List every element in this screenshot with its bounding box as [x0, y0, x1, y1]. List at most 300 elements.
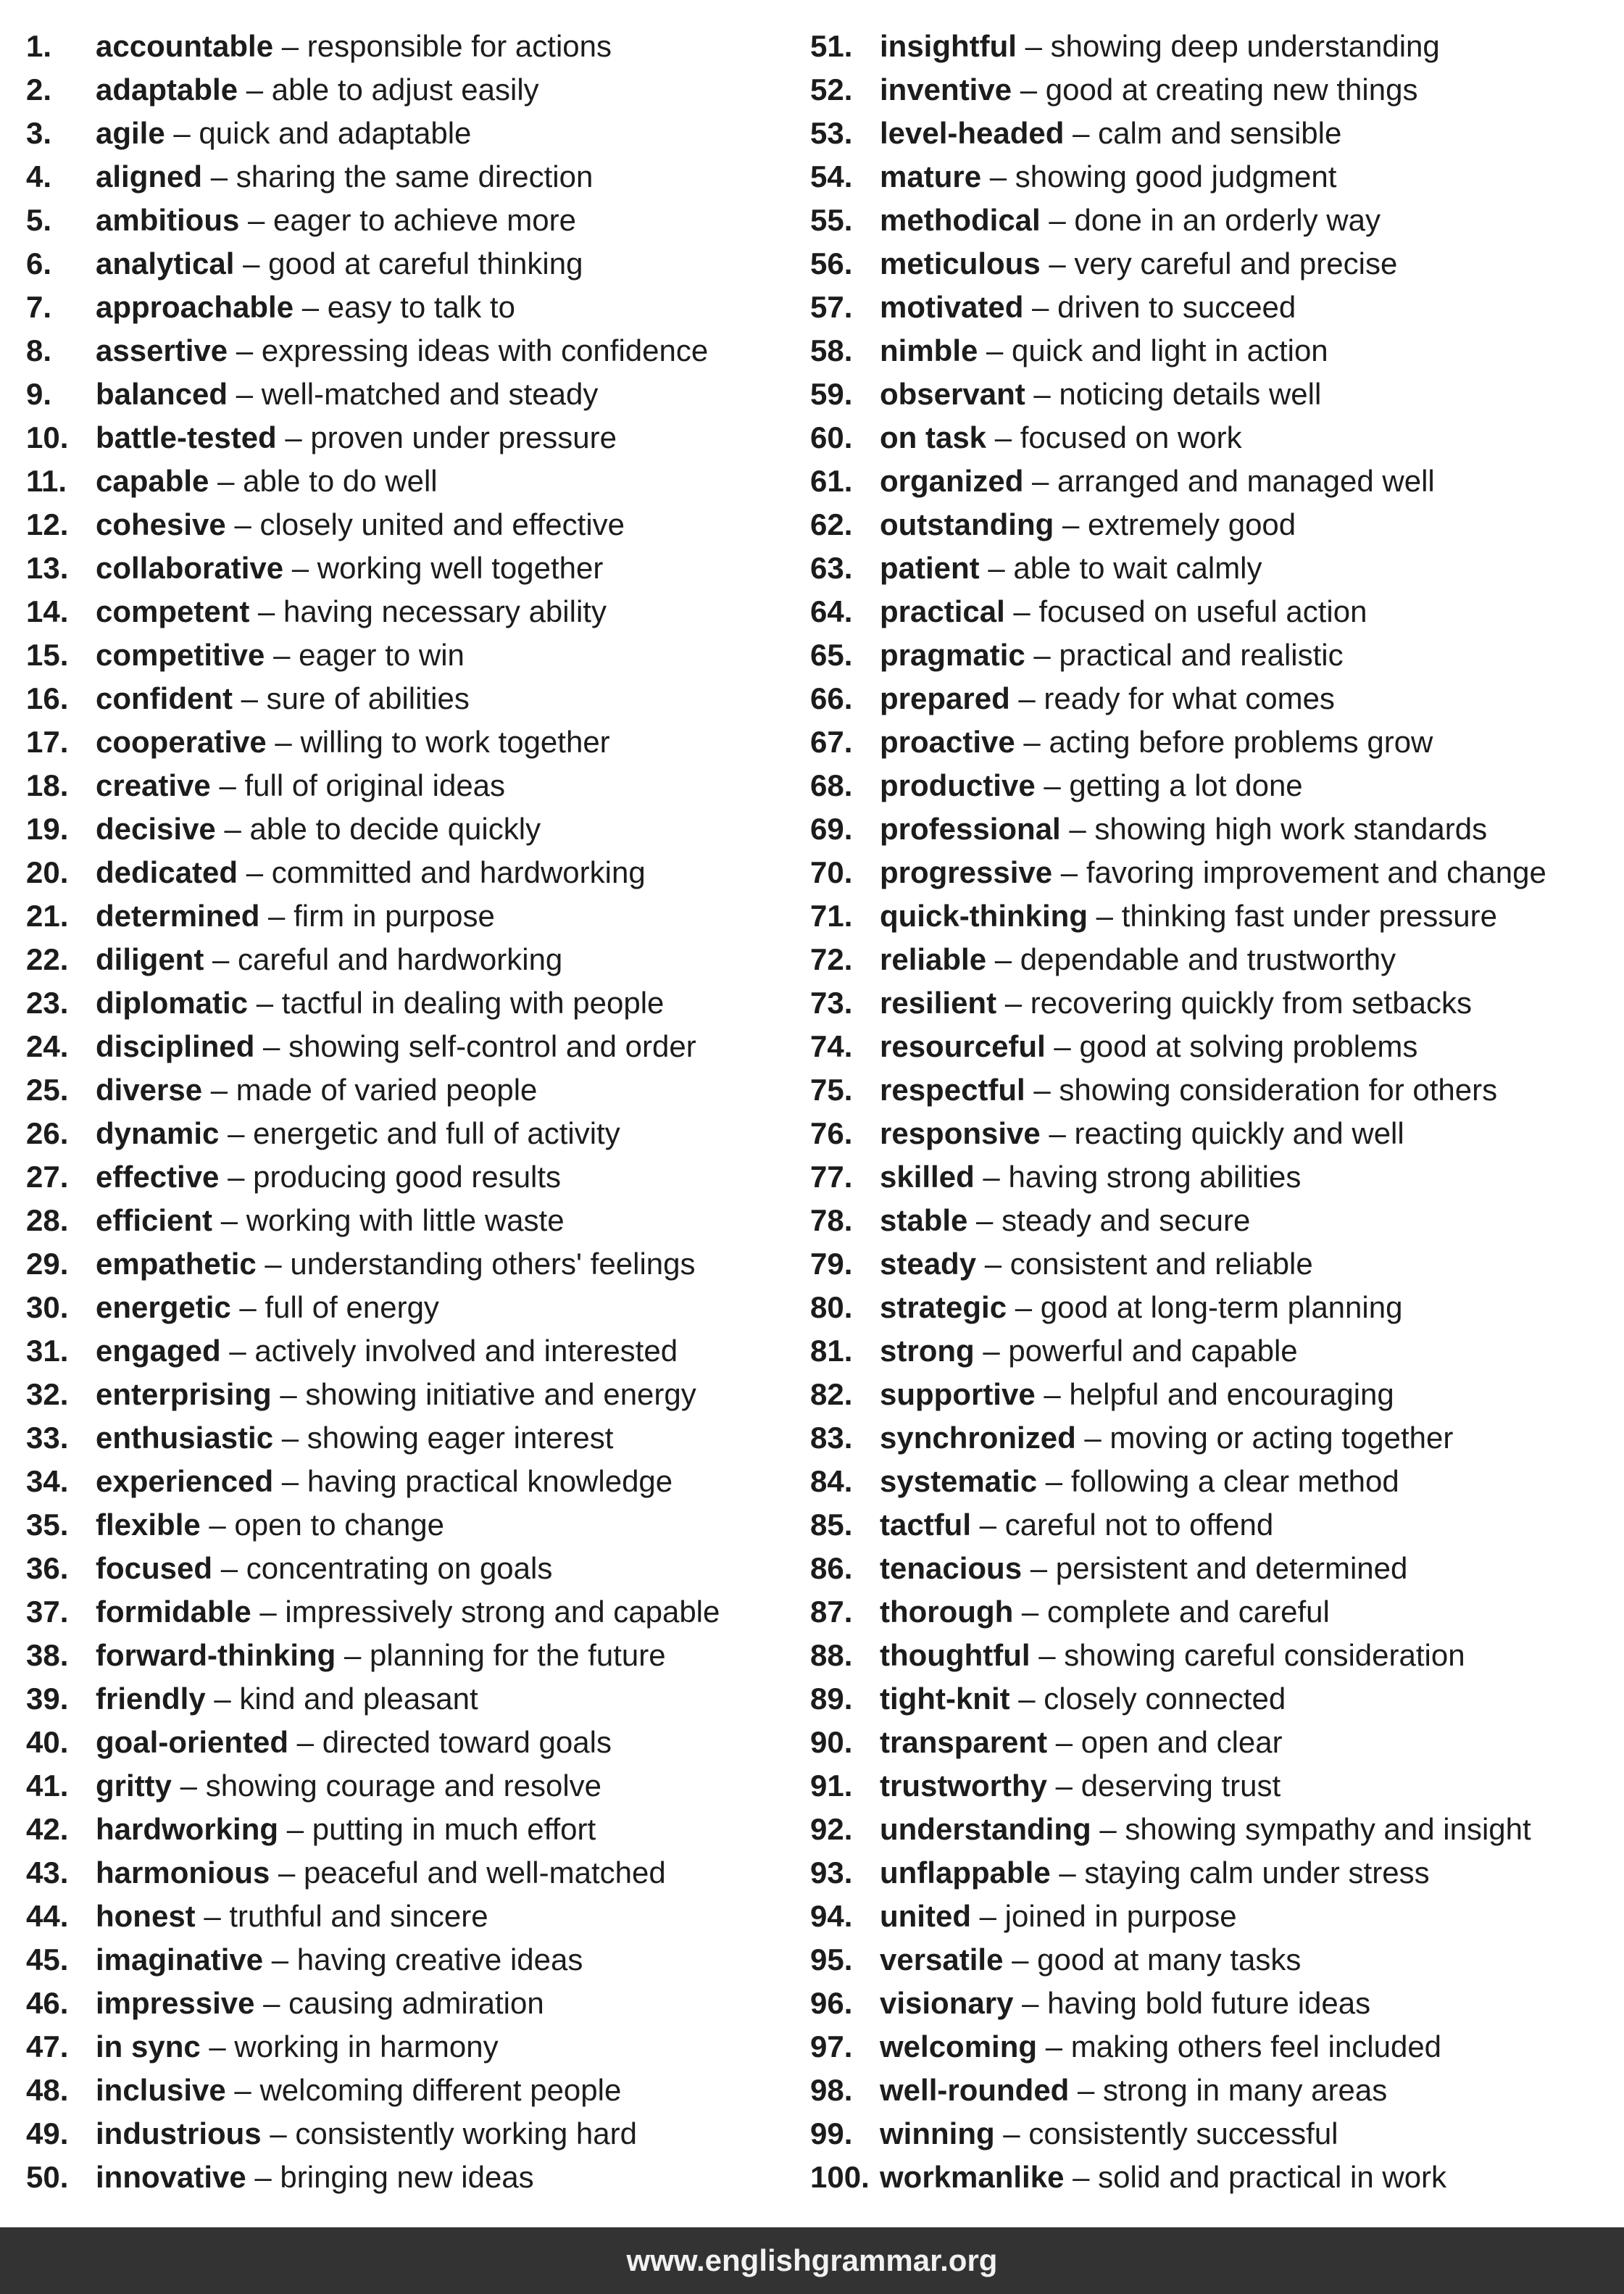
item-word: motivated [880, 290, 1024, 324]
item-word: proactive [880, 725, 1015, 759]
item-word: determined [96, 899, 260, 933]
item-number: 89. [810, 1682, 853, 1716]
list-item [810, 1721, 1615, 1764]
item-definition: – eager to achieve more [239, 203, 576, 237]
list-item [810, 1155, 1615, 1199]
item-word: trustworthy [880, 1769, 1047, 1803]
list-item [26, 1199, 787, 1242]
item-definition: – ready for what comes [1009, 681, 1335, 715]
item-definition: – thinking fast under pressure [1088, 899, 1497, 933]
item-definition: – having bold future ideas [1013, 1986, 1371, 2020]
item-word: respectful [880, 1073, 1025, 1107]
list-item [810, 416, 1615, 460]
item-text [880, 2025, 1441, 2069]
item-definition: – sure of abilities [232, 681, 470, 715]
item-text [96, 851, 646, 894]
list-item [26, 1503, 787, 1547]
item-text [96, 373, 598, 416]
item-word: goal-oriented [96, 1725, 289, 1759]
item-text [880, 1068, 1497, 1112]
item-text [96, 1242, 696, 1286]
item-word: decisive [96, 812, 216, 846]
item-definition: – good at many tasks [1003, 1942, 1302, 1977]
item-word: harmonious [96, 1855, 270, 1890]
item-number: 18. [26, 768, 69, 802]
item-definition: – open and clear [1047, 1725, 1283, 1759]
item-number: 40. [26, 1725, 69, 1759]
item-word: observant [880, 377, 1025, 411]
item-number: 74. [810, 1029, 853, 1063]
list-item [26, 1155, 787, 1199]
item-definition: – full of energy [230, 1290, 439, 1324]
item-number: 72. [810, 942, 853, 976]
item-number: 55. [810, 203, 853, 237]
item-definition: – recovering quickly from setbacks [996, 986, 1472, 1020]
item-definition: – directed toward goals [288, 1725, 612, 1759]
item-word: dynamic [96, 1116, 220, 1150]
item-number: 87. [810, 1595, 853, 1629]
item-text [96, 25, 612, 68]
item-number: 66. [810, 681, 853, 715]
item-word: diligent [96, 942, 204, 976]
item-word: tight-knit [880, 1682, 1010, 1716]
list-item [810, 2025, 1615, 2069]
item-word: diverse [96, 1073, 203, 1107]
item-word: agile [96, 116, 165, 150]
list-item [26, 938, 787, 981]
item-text [880, 1851, 1430, 1895]
item-text [96, 112, 471, 155]
item-number: 6. [26, 246, 52, 280]
item-word: competitive [96, 638, 265, 672]
item-word: approachable [96, 290, 294, 324]
item-word: friendly [96, 1682, 206, 1716]
list-item [26, 460, 787, 503]
item-definition: – easy to talk to [293, 290, 515, 324]
item-word: balanced [96, 377, 228, 411]
list-item [26, 199, 787, 242]
item-text [96, 1634, 666, 1677]
item-number: 25. [26, 1073, 69, 1107]
item-word: organized [880, 464, 1024, 498]
item-word: gritty [96, 1769, 172, 1803]
item-word: visionary [880, 1986, 1014, 2020]
item-word: on task [880, 420, 987, 454]
item-definition: – good at careful thinking [234, 246, 583, 280]
item-text [96, 633, 465, 677]
item-text [96, 894, 495, 938]
item-definition: – consistent and reliable [976, 1247, 1313, 1281]
list-item [810, 590, 1615, 633]
list-item [26, 1547, 787, 1590]
item-text [880, 1460, 1399, 1503]
item-number: 58. [810, 333, 853, 367]
item-text [880, 373, 1321, 416]
item-text [880, 1025, 1417, 1068]
item-definition: – producing good results [219, 1160, 562, 1194]
item-text [96, 1547, 552, 1590]
item-text [96, 1590, 720, 1634]
item-number: 88. [810, 1638, 853, 1672]
list-item [26, 807, 787, 851]
item-definition: – impressively strong and capable [251, 1595, 720, 1629]
item-definition: – steady and secure [967, 1203, 1251, 1237]
list-item [810, 373, 1615, 416]
item-text [96, 764, 505, 807]
item-definition: – getting a lot done [1035, 768, 1303, 802]
list-item [810, 460, 1615, 503]
item-definition: – solid and practical in work [1064, 2160, 1447, 2194]
item-definition: – showing eager interest [273, 1421, 614, 1455]
item-text [880, 590, 1367, 633]
item-definition: – helpful and encouraging [1035, 1377, 1394, 1411]
item-text [96, 1851, 666, 1895]
item-definition: – good at solving problems [1045, 1029, 1418, 1063]
item-number: 69. [810, 812, 853, 846]
item-text [96, 1503, 444, 1547]
item-number: 100. [810, 2160, 870, 2194]
item-text [880, 68, 1417, 112]
item-number: 93. [810, 1855, 853, 1890]
item-number: 32. [26, 1377, 69, 1411]
list-item [810, 807, 1615, 851]
item-definition: – well-matched and steady [228, 377, 599, 411]
item-definition: – quick and light in action [978, 333, 1328, 367]
item-number: 4. [26, 159, 52, 194]
list-item [26, 112, 787, 155]
list-item [810, 2156, 1615, 2199]
item-word: forward-thinking [96, 1638, 336, 1672]
list-item [810, 1025, 1615, 1068]
item-word: imaginative [96, 1942, 264, 1977]
list-item [26, 2112, 787, 2156]
item-word: hardworking [96, 1812, 279, 1846]
item-definition: – showing careful consideration [1030, 1638, 1465, 1672]
item-text [880, 677, 1335, 720]
list-item [810, 547, 1615, 590]
item-definition: – able to adjust easily [238, 72, 539, 107]
item-number: 99. [810, 2116, 853, 2150]
item-text [880, 938, 1396, 981]
item-text [96, 720, 610, 764]
list-item [26, 1242, 787, 1286]
item-number: 96. [810, 1986, 853, 2020]
item-text [96, 2156, 534, 2199]
item-definition: – quick and adaptable [165, 116, 472, 150]
item-definition: – truthful and sincere [195, 1899, 488, 1933]
item-text [880, 242, 1397, 286]
list-item [810, 242, 1615, 286]
item-text [96, 68, 539, 112]
item-number: 51. [810, 29, 853, 63]
item-number: 13. [26, 551, 69, 585]
item-number: 33. [26, 1421, 69, 1455]
item-text [880, 1590, 1330, 1634]
item-number: 85. [810, 1508, 853, 1542]
item-number: 45. [26, 1942, 69, 1977]
item-definition: – extremely good [1054, 507, 1296, 541]
list-item [26, 2025, 787, 2069]
item-number: 27. [26, 1160, 69, 1194]
list-item [810, 1634, 1615, 1677]
item-text [96, 1721, 612, 1764]
list-item [26, 1721, 787, 1764]
item-number: 41. [26, 1769, 69, 1803]
item-text [880, 286, 1296, 329]
item-number: 59. [810, 377, 853, 411]
list-item [810, 1068, 1615, 1112]
item-word: patient [880, 551, 980, 585]
item-definition: – peaceful and well-matched [270, 1855, 666, 1890]
item-definition: – expressing ideas with confidence [228, 333, 709, 367]
item-word: engaged [96, 1334, 221, 1368]
item-definition: – bringing new ideas [246, 2160, 534, 2194]
item-definition: – responsible for actions [273, 29, 612, 63]
list-item [810, 1547, 1615, 1590]
list-item [810, 677, 1615, 720]
item-number: 56. [810, 246, 853, 280]
item-word: aligned [96, 159, 203, 194]
item-text [880, 1764, 1281, 1808]
list-item [810, 1416, 1615, 1460]
list-item [810, 1895, 1615, 1938]
item-number: 31. [26, 1334, 69, 1368]
item-word: skilled [880, 1160, 975, 1194]
list-item [810, 1982, 1615, 2025]
item-word: methodical [880, 203, 1041, 237]
item-number: 67. [810, 725, 853, 759]
list-item [26, 1416, 787, 1460]
item-word: formidable [96, 1595, 251, 1629]
item-definition: – willing to work together [266, 725, 610, 759]
item-definition: – sharing the same direction [202, 159, 594, 194]
item-number: 61. [810, 464, 853, 498]
item-text [880, 981, 1472, 1025]
item-definition: – good at long-term planning [1007, 1290, 1403, 1324]
item-number: 90. [810, 1725, 853, 1759]
item-definition: – able to wait calmly [979, 551, 1262, 585]
item-word: cohesive [96, 507, 226, 541]
list-item [26, 720, 787, 764]
item-number: 11. [26, 464, 67, 498]
item-number: 75. [810, 1073, 853, 1107]
item-number: 37. [26, 1595, 69, 1629]
item-number: 77. [810, 1160, 853, 1194]
item-number: 39. [26, 1682, 69, 1716]
item-number: 43. [26, 1855, 69, 1890]
item-word: ambitious [96, 203, 240, 237]
item-definition: – calm and sensible [1064, 116, 1342, 150]
item-text [96, 155, 593, 199]
item-word: creative [96, 768, 211, 802]
item-number: 95. [810, 1942, 853, 1977]
item-text [880, 1155, 1301, 1199]
item-number: 2. [26, 72, 52, 107]
item-word: workmanlike [880, 2160, 1065, 2194]
item-number: 50. [26, 2160, 69, 2194]
list-item [26, 155, 787, 199]
item-word: thorough [880, 1595, 1014, 1629]
item-number: 46. [26, 1986, 69, 2020]
item-definition: – closely connected [1009, 1682, 1286, 1716]
item-text [96, 547, 603, 590]
item-number: 48. [26, 2073, 69, 2107]
item-definition: – deserving trust [1047, 1769, 1281, 1803]
item-word: synchronized [880, 1421, 1076, 1455]
item-definition: – having creative ideas [263, 1942, 583, 1977]
list-item [26, 242, 787, 286]
item-word: enterprising [96, 1377, 272, 1411]
list-item [810, 981, 1615, 1025]
item-text [96, 199, 576, 242]
item-text [880, 1373, 1394, 1416]
item-word: productive [880, 768, 1036, 802]
item-word: quick-thinking [880, 899, 1088, 933]
item-text [96, 1025, 696, 1068]
item-text [96, 503, 625, 547]
list-item [26, 764, 787, 807]
list-item [810, 1677, 1615, 1721]
item-text [880, 1721, 1283, 1764]
list-item [26, 677, 787, 720]
item-word: pragmatic [880, 638, 1025, 672]
item-word: systematic [880, 1464, 1038, 1498]
item-word: flexible [96, 1508, 201, 1542]
item-definition: – having necessary ability [249, 594, 607, 628]
item-number: 34. [26, 1464, 69, 1498]
item-text [880, 1938, 1301, 1982]
footer-website-link[interactable]: www.englishgrammar.org [626, 2243, 998, 2277]
item-text [96, 981, 664, 1025]
item-word: professional [880, 812, 1061, 846]
item-word: disciplined [96, 1029, 255, 1063]
item-text [96, 590, 607, 633]
list-item [810, 938, 1615, 981]
item-number: 20. [26, 855, 69, 889]
list-item [810, 764, 1615, 807]
item-number: 16. [26, 681, 69, 715]
list-item [810, 851, 1615, 894]
item-definition: – made of varied people [202, 1073, 538, 1107]
item-number: 28. [26, 1203, 69, 1237]
item-number: 83. [810, 1421, 853, 1455]
item-text [880, 1808, 1531, 1851]
item-number: 23. [26, 986, 69, 1020]
item-definition: – showing good judgment [981, 159, 1337, 194]
item-word: enthusiastic [96, 1421, 274, 1455]
word-list-column-right [810, 25, 1615, 2199]
item-number: 10. [26, 420, 69, 454]
list-item [26, 1286, 787, 1329]
item-word: focused [96, 1551, 213, 1585]
item-definition: – dependable and trustworthy [986, 942, 1396, 976]
item-number: 68. [810, 768, 853, 802]
list-item [26, 1938, 787, 1982]
word-list-column-left [26, 25, 787, 2199]
item-word: nimble [880, 333, 978, 367]
item-word: accountable [96, 29, 274, 63]
item-word: confident [96, 681, 233, 715]
list-item [26, 68, 787, 112]
list-item [810, 1851, 1615, 1895]
item-definition: – working in harmony [200, 2029, 499, 2064]
item-number: 12. [26, 507, 69, 541]
item-word: innovative [96, 2160, 246, 2194]
item-definition: – showing consideration for others [1025, 1073, 1498, 1107]
item-word: supportive [880, 1377, 1036, 1411]
item-number: 76. [810, 1116, 853, 1150]
list-item [810, 1112, 1615, 1155]
item-definition: – persistent and determined [1022, 1551, 1408, 1585]
list-item [810, 2112, 1615, 2156]
item-definition: – practical and realistic [1025, 638, 1344, 672]
item-number: 47. [26, 2029, 69, 2064]
item-word: energetic [96, 1290, 231, 1324]
item-word: analytical [96, 246, 235, 280]
list-item [26, 1895, 787, 1938]
item-word: experienced [96, 1464, 274, 1498]
item-text [880, 25, 1440, 68]
item-definition: – noticing details well [1025, 377, 1322, 411]
item-number: 98. [810, 2073, 853, 2107]
item-text [880, 199, 1381, 242]
item-definition: – tactful in dealing with people [248, 986, 665, 1020]
item-number: 14. [26, 594, 69, 628]
item-word: inventive [880, 72, 1012, 107]
item-text [96, 460, 438, 503]
item-definition: – able to decide quickly [215, 812, 541, 846]
item-text [880, 764, 1303, 807]
item-number: 62. [810, 507, 853, 541]
item-text [880, 155, 1336, 199]
item-text [880, 329, 1328, 373]
item-text [96, 1112, 620, 1155]
item-text [96, 1286, 439, 1329]
item-word: battle-tested [96, 420, 277, 454]
list-item [26, 286, 787, 329]
item-number: 38. [26, 1638, 69, 1672]
item-number: 9. [26, 377, 52, 411]
item-word: insightful [880, 29, 1017, 63]
item-number: 64. [810, 594, 853, 628]
item-definition: – careful and hardworking [204, 942, 563, 976]
item-definition: – eager to win [265, 638, 465, 672]
item-word: efficient [96, 1203, 213, 1237]
item-text [96, 2112, 637, 2156]
item-text [96, 1677, 478, 1721]
item-text [880, 416, 1242, 460]
item-definition: – careful not to offend [971, 1508, 1274, 1542]
item-definition: – working well together [283, 551, 604, 585]
item-definition: – driven to succeed [1023, 290, 1296, 324]
list-item [26, 1634, 787, 1677]
item-text [880, 547, 1262, 590]
item-text [96, 1155, 561, 1199]
item-definition: – showing initiative and energy [271, 1377, 696, 1411]
item-number: 1. [26, 29, 52, 63]
list-item [26, 1982, 787, 2025]
item-definition: – firm in purpose [259, 899, 495, 933]
item-number: 30. [26, 1290, 69, 1324]
item-text [880, 460, 1435, 503]
item-text [96, 1373, 696, 1416]
item-text [96, 1895, 488, 1938]
item-word: strong [880, 1334, 975, 1368]
list-item [26, 329, 787, 373]
item-text [96, 1416, 613, 1460]
item-text [96, 1068, 537, 1112]
item-definition: – full of original ideas [210, 768, 506, 802]
